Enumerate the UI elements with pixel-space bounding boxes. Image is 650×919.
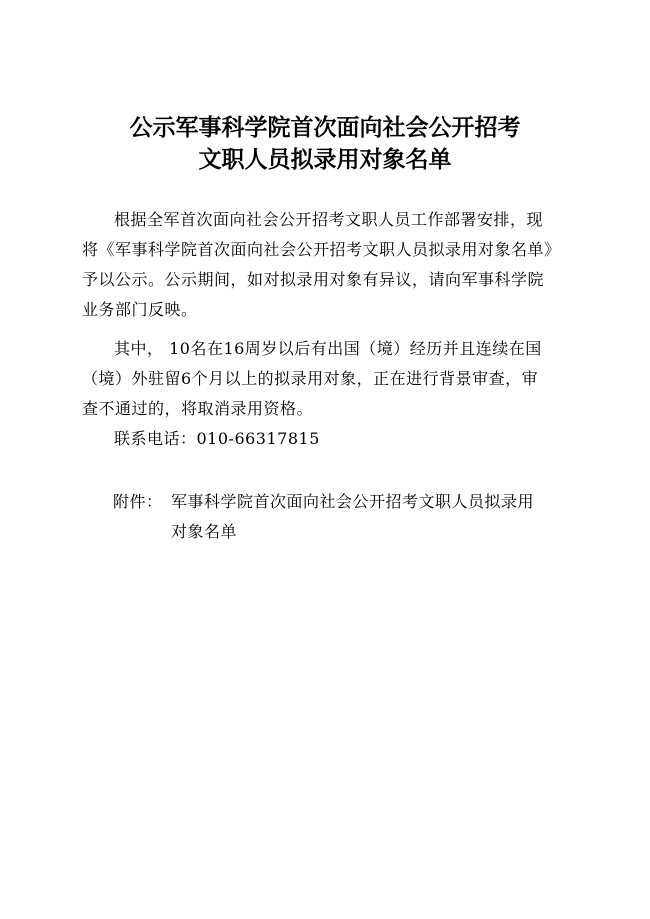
contact-phone: 联系电话：010-66317815 <box>114 429 320 448</box>
document-title-line-2: 文职人员拟录用对象名单 <box>198 147 452 173</box>
attachment-title <box>171 487 591 547</box>
paragraph-background-check <box>82 334 572 424</box>
paragraph-2-line-2: （境）外驻留6个月以上的拟录用对象，正在进行背景审查，审 <box>82 369 539 388</box>
paragraph-1-line-4: 业务部门反映。 <box>82 300 198 319</box>
paragraph-1-line-1: 根据全军首次面向社会公开招考文职人员工作部署安排，现 <box>114 210 544 229</box>
paragraph-2-line-1: 其中， 10名在16周岁以后有出国（境）经历并且连续在国 <box>114 339 542 358</box>
attachment-title-line-2: 对象名单 <box>171 522 238 541</box>
paragraph-2-line-3: 查不通过的，将取消录用资格。 <box>82 399 314 418</box>
document-title-line-1: 公示军事科学院首次面向社会公开招考 <box>129 115 521 141</box>
paragraph-1-line-2: 将《军事科学院首次面向社会公开招考文职人员拟录用对象名单》 <box>82 240 561 259</box>
contact-paragraph <box>82 424 572 454</box>
paragraph-announcement <box>82 205 572 325</box>
attachment-title-line-1: 军事科学院首次面向社会公开招考文职人员拟录用 <box>171 492 535 511</box>
paragraph-1-line-3: 予以公示。公示期间，如对拟录用对象有异议，请向军事科学院 <box>82 270 545 289</box>
attachment-label: 附件： <box>113 492 163 511</box>
